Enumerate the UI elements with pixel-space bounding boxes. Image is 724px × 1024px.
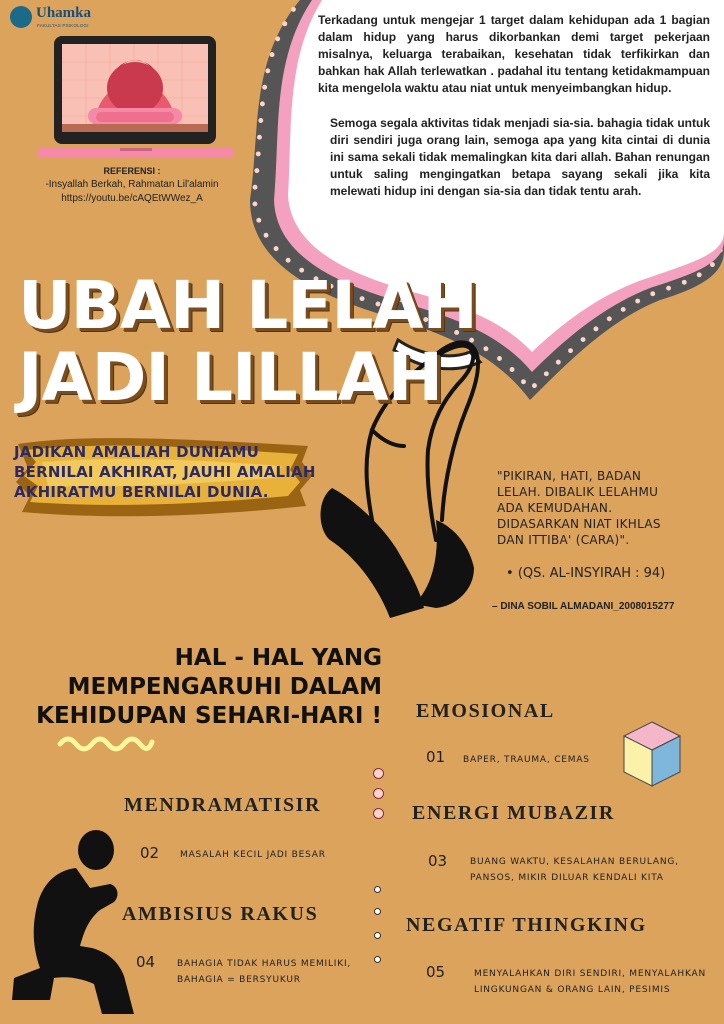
- section-heading-line-3: KEHIDUPAN SEHARI-HARI !: [36, 703, 382, 729]
- bullet-icon: •: [506, 566, 518, 581]
- item-desc-02: MASALAH KECIL JADI BESAR: [180, 850, 326, 860]
- cube-icon: [622, 720, 682, 788]
- category-energi-mubazir: ENERGI MUBAZIR: [412, 802, 615, 824]
- speech-paragraph-1: Terkadang untuk mengejar 1 target dalam kehidupan ada 1 bagian dalam hidup yang harus dikorbankan demi target pekerjaan misalnya, keluarga terabaikan, kesehatan tidak terfikirkan dan bahkan hak Allah terlewatkan . padahal itu tentang ketidakmampuan kita mengelola waktu atau niat untuk menyeimbangkan hidup.: [318, 13, 710, 95]
- reference-line-2: https://youtu.be/cAQEtWWez_A: [61, 193, 203, 204]
- quote-line-2: LELAH. DIBALIK LELAHMU: [497, 485, 659, 499]
- section-heading: [14, 644, 382, 731]
- praying-person-silhouette: [10, 828, 138, 1018]
- category-emosional: EMOSIONAL: [416, 700, 555, 722]
- item-desc-03-line-1: BUANG WAKTU, KESALAHAN BERULANG,: [470, 857, 679, 867]
- banner-line-1: JADIKAN AMALIAH DUNIAMU: [14, 443, 259, 461]
- banner-line-2: BERNILAI AKHIRAT, JAUHI AMALIAH: [14, 463, 316, 481]
- category-negatif-thingking: NEGATIF THINGKING: [406, 914, 647, 936]
- author-credit: – DINA SOBIL ALMADANI_2008015277: [492, 601, 675, 612]
- item-desc-04-line-1: BAHAGIA TIDAK HARUS MEMILIKI,: [177, 959, 352, 969]
- reference-line-1: -Insyallah Berkah, Rahmatan Lil'alamin: [45, 179, 219, 190]
- item-desc-03-line-2: PANSOS, MIKIR DILUAR KENDALI KITA: [470, 873, 664, 883]
- logo-name: Uhamka: [36, 5, 92, 21]
- item-desc-05-line-2: LINGKUNGAN & ORANG LAIN, PESIMIS: [474, 985, 671, 995]
- section-heading-line-1: HAL - HAL YANG: [174, 645, 382, 671]
- logo-subtitle: FAKULTAS PSIKOLOGI: [37, 23, 89, 28]
- quote-citation: [506, 566, 665, 581]
- item-number-05: 05: [426, 963, 446, 981]
- white-dot-1: [374, 886, 381, 893]
- pink-dot-2: [373, 788, 384, 799]
- banner-line-3: AKHIRATMU BERNILAI DUNIA.: [14, 483, 269, 501]
- item-desc-05-line-1: MENYALAHKAN DIRI SENDIRI, MENYALAHKAN: [474, 969, 706, 979]
- quote-citation-text: (QS. AL-INSYIRAH : 94): [517, 566, 666, 581]
- category-mendramatisir: MENDRAMATISIR: [124, 794, 322, 816]
- pink-dot-1: [373, 768, 384, 779]
- category-ambisius-rakus: AMBISIUS RAKUS: [122, 903, 319, 925]
- item-number-03: 03: [428, 852, 448, 870]
- item-number-01: 01: [426, 748, 446, 766]
- quote-line-5: DAN ITTIBA' (CARA)".: [497, 533, 630, 547]
- white-dot-2: [374, 908, 381, 915]
- white-dot-3: [374, 932, 381, 939]
- item-number-04: 04: [136, 953, 156, 971]
- speech-paragraph-2: Semoga segala aktivitas tidak menjadi sia-sia. bahagia tidak untuk diri sendiri juga orang lain, semoga apa yang kita cintai di dunia ini sama sekali tidak memalingkan kita dari allah. Bahan renungan untuk saling mengingatkan betapa sayang sekali jika kita melewati hidup ini dengan sia-sia dan tidak tentu arah.: [330, 116, 710, 198]
- white-dot-4: [374, 956, 381, 963]
- item-desc-04: [177, 956, 351, 988]
- item-desc-01: BAPER, TRAUMA, CEMAS: [463, 755, 590, 765]
- main-title-line-1: UBAH LELAH: [18, 267, 477, 344]
- banner-text: [14, 442, 344, 502]
- pink-dot-3: [373, 808, 384, 819]
- speech-bubble-text: [318, 12, 710, 218]
- main-title: [18, 267, 477, 416]
- item-desc-03: [470, 854, 679, 886]
- yellow-squiggle-icon: [56, 732, 156, 752]
- item-desc-05: [474, 966, 706, 998]
- quote-block: [497, 468, 707, 548]
- item-desc-04-line-2: BAHAGIA = BERSYUKUR: [177, 975, 301, 985]
- item-number-02: 02: [140, 844, 160, 862]
- section-heading-line-2: MEMPENGARUHI DALAM: [67, 674, 382, 700]
- main-title-line-2: JADI LILLAH: [18, 339, 442, 416]
- quote-line-3: ADA KEMUDAHAN.: [497, 501, 613, 515]
- references-title: REFERENSI :: [103, 166, 161, 176]
- quote-line-4: DIDASARKAN NIAT IKHLAS: [497, 517, 661, 531]
- quote-line-1: "PIKIRAN, HATI, BADAN: [497, 469, 642, 483]
